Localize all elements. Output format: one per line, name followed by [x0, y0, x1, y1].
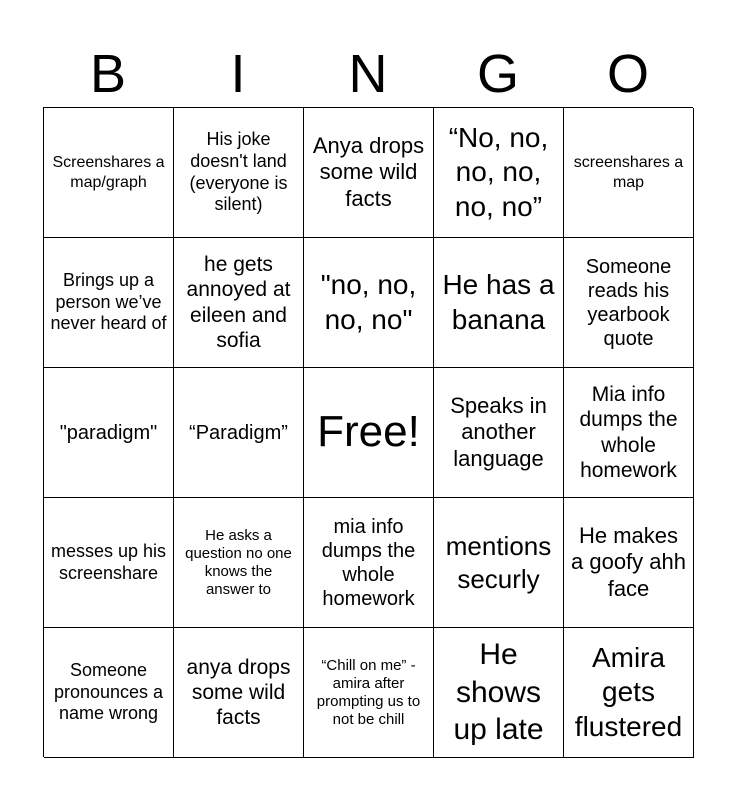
bingo-cell-r1-c5[interactable]: screenshares a map [564, 108, 694, 238]
bingo-cell-r2-c1[interactable]: Brings up a person we’ve never heard of [44, 238, 174, 368]
bingo-cell-r4-c4[interactable]: mentions securly [434, 498, 564, 628]
bingo-cell-r5-c5[interactable]: Amira gets flustered [564, 628, 694, 758]
bingo-cell-r4-c5[interactable]: He makes a goofy ahh face [564, 498, 694, 628]
bingo-cell-r3-c4[interactable]: Speaks in another language [434, 368, 564, 498]
bingo-cell-r2-c5[interactable]: Someone reads his yearbook quote [564, 238, 694, 368]
bingo-cell-r2-c3[interactable]: "no, no, no, no" [304, 238, 434, 368]
header-letter-b: B [89, 44, 127, 104]
free-space-cell[interactable]: Free! [304, 368, 434, 498]
header-letter-o: O [606, 44, 649, 104]
bingo-cell-r1-c2[interactable]: His joke doesn't land (everyone is silent) [174, 108, 304, 238]
bingo-cell-r2-c2[interactable]: he gets annoyed at eileen and sofia [174, 238, 304, 368]
bingo-cell-r5-c1[interactable]: Someone pronounces a name wrong [44, 628, 174, 758]
header-letter-i: I [230, 44, 246, 104]
bingo-cell-r5-c2[interactable]: anya drops some wild facts [174, 628, 304, 758]
bingo-cell-r3-c2[interactable]: “Paradigm” [174, 368, 304, 498]
header-letter-g: G [476, 44, 519, 104]
bingo-cell-r3-c1[interactable]: "paradigm" [44, 368, 174, 498]
bingo-cell-r3-c5[interactable]: Mia info dumps the whole homework [564, 368, 694, 498]
bingo-cell-r5-c4[interactable]: He shows up late [434, 628, 564, 758]
header-letter-n: N [348, 44, 388, 104]
bingo-board [43, 107, 693, 757]
bingo-cell-r1-c3[interactable]: Anya drops some wild facts [304, 108, 434, 238]
bingo-cell-r1-c1[interactable]: Screenshares a map/graph [44, 108, 174, 238]
bingo-cell-r1-c4[interactable]: “No, no, no, no, no, no” [434, 108, 564, 238]
bingo-cell-r2-c4[interactable]: He has a banana [434, 238, 564, 368]
bingo-header [43, 40, 693, 108]
bingo-cell-r5-c3[interactable]: “Chill on me” - amira after prompting us to not be chill [304, 628, 434, 758]
bingo-cell-r4-c1[interactable]: messes up his screenshare [44, 498, 174, 628]
bingo-cell-r4-c2[interactable]: He asks a question no one knows the answer to [174, 498, 304, 628]
bingo-cell-r4-c3[interactable]: mia info dumps the whole homework [304, 498, 434, 628]
